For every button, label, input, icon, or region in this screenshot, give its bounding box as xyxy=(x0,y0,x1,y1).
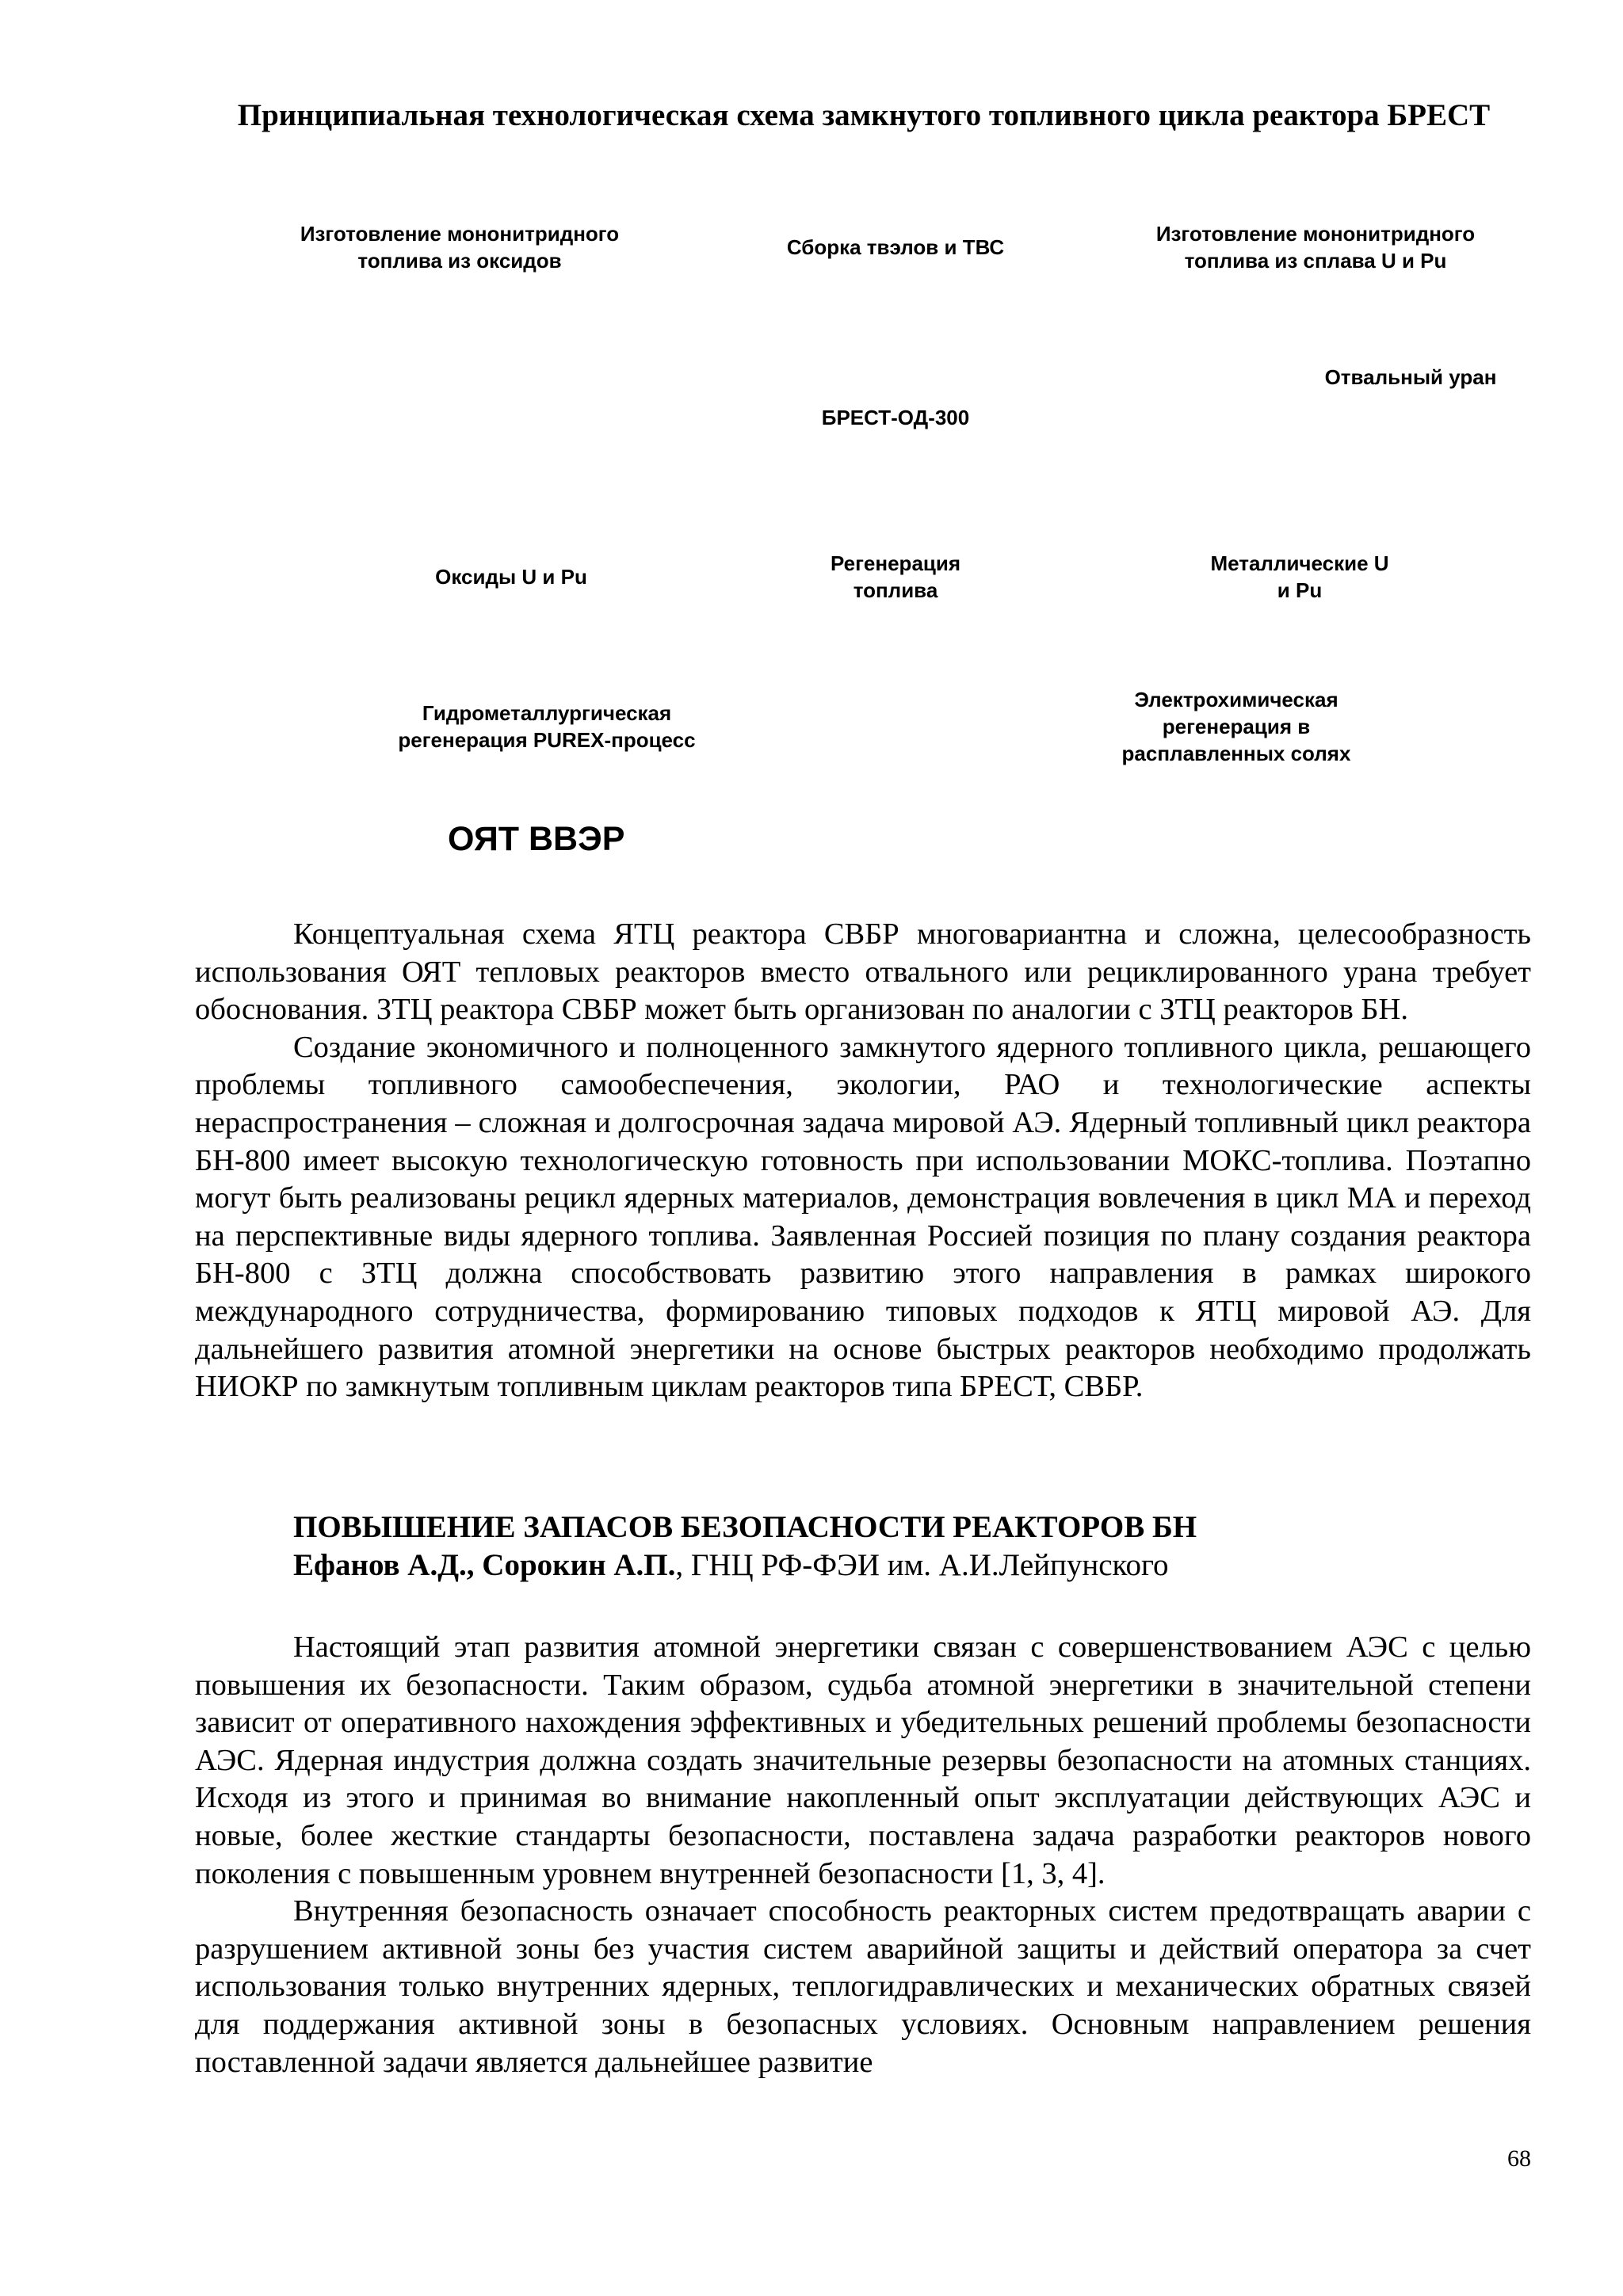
authors-affiliation: , ГНЦ РФ-ФЭИ им. А.И.Лейпунского xyxy=(675,1548,1169,1582)
authors-names: Ефанов А.Д., Сорокин А.П. xyxy=(293,1548,676,1582)
box-metallic: Металлические U и Pu xyxy=(1210,551,1389,602)
body-text-2 xyxy=(195,1629,1531,2081)
box-assembly: Сборка твэлов и ТВС xyxy=(786,235,1005,259)
box-regeneration: Регенерация топлива xyxy=(830,551,961,602)
snf-label: ОЯТ ВВЭР xyxy=(448,820,625,858)
paragraph: Создание экономичного и полноценного замкнутого ядерного топливного цикла, решающего проблемы топливного самообеспечения, экологии, РАО и технологические аспекты нераспространения – сложная и долгосрочная задача мировой АЭ. Ядерный топливный цикл реактора БН-800 имеет высокую технологическую готовность при использовании МОКС-топлива. Поэтапно могут быть реализованы рецикл ядерных материалов, демонстрация вовлечения в цикл МА и переход на перспективные виды ядерного топлива. Заявленная Россией позиция по плану создания реактора БН-800 с ЗТЦ должна способствовать развитию этого направления в рамках широкого международного сотрудничества, формированию типовых подходов к ЯТЦ мировой АЭ. Для дальнейшего развития атомной энергетики на основе быстрых реакторов необходимо продолжать НИОКР по замкнутым топливным циклам реакторов типа БРЕСТ, СВБР. xyxy=(195,1030,1531,1404)
box-electrochemical: Электрохимическая регенерация в расплавленных солях xyxy=(1121,688,1351,765)
paragraph: Концептуальная схема ЯТЦ реактора СВБР многовариантна и сложна, целесообразность использования ОЯТ тепловых реакторов вместо отвального или рециклированного урана требует обоснования. ЗТЦ реактора СВБР может быть организован по аналогии с ЗТЦ реакторов БН. xyxy=(195,917,1531,1027)
box-depleted-uranium: Отвальный уран xyxy=(1324,365,1497,389)
page-number: 68 xyxy=(1507,2145,1531,2172)
section-authors xyxy=(293,1547,1169,1585)
diagram-title: Принципиальная технологическая схема замкнутого топливного цикла реактора БРЕСТ xyxy=(237,98,1491,132)
body-text-1 xyxy=(195,916,1531,1406)
box-reactor: БРЕСТ-ОД-300 xyxy=(821,406,970,429)
paragraph: Внутренняя безопасность означает способность реакторных систем предотвращать аварии с разрушением активной зоны без участия систем аварийной защиты и действий оператора за счет использования только внутренних ядерных, теплогидравлических и механических обратных связей для поддержания активной зоны в безопасных условиях. Основным направлением решения поставленной задачи является дальнейшее развитие xyxy=(195,1894,1531,2079)
paragraph: Настоящий этап развития атомной энергетики связан с совершенствованием АЭС с целью повышения их безопасности. Таким образом, судьба атомной энергетики в значительной степени зависит от оперативного нахождения эффективных и убедительных решений проблемы безопасности АЭС. Ядерная индустрия должна создать значительные резервы безопасности на атомных станциях. Исходя из этого и принимая во внимание накопленный опыт эксплуатации действующих АЭС и новые, более жесткие стандарты безопасности, поставлена задача разработки реакторов нового поколения с повышенным уровнем внутренней безопасности [1, 3, 4]. xyxy=(195,1630,1531,1890)
box-oxides: Оксиды U и Pu xyxy=(435,565,587,589)
box-oxide-fabrication: Изготовление мононитридного топлива из оксидов xyxy=(300,222,620,273)
box-alloy-fabrication: Изготовление мононитридного топлива из сплава U и Pu xyxy=(1155,222,1476,273)
section-title: ПОВЫШЕНИЕ ЗАПАСОВ БЕЗОПАСНОСТИ РЕАКТОРОВ БН xyxy=(293,1510,1197,1544)
box-hydrometallurgical: Гидрометаллургическая регенерация PUREX-процесс xyxy=(398,701,696,752)
